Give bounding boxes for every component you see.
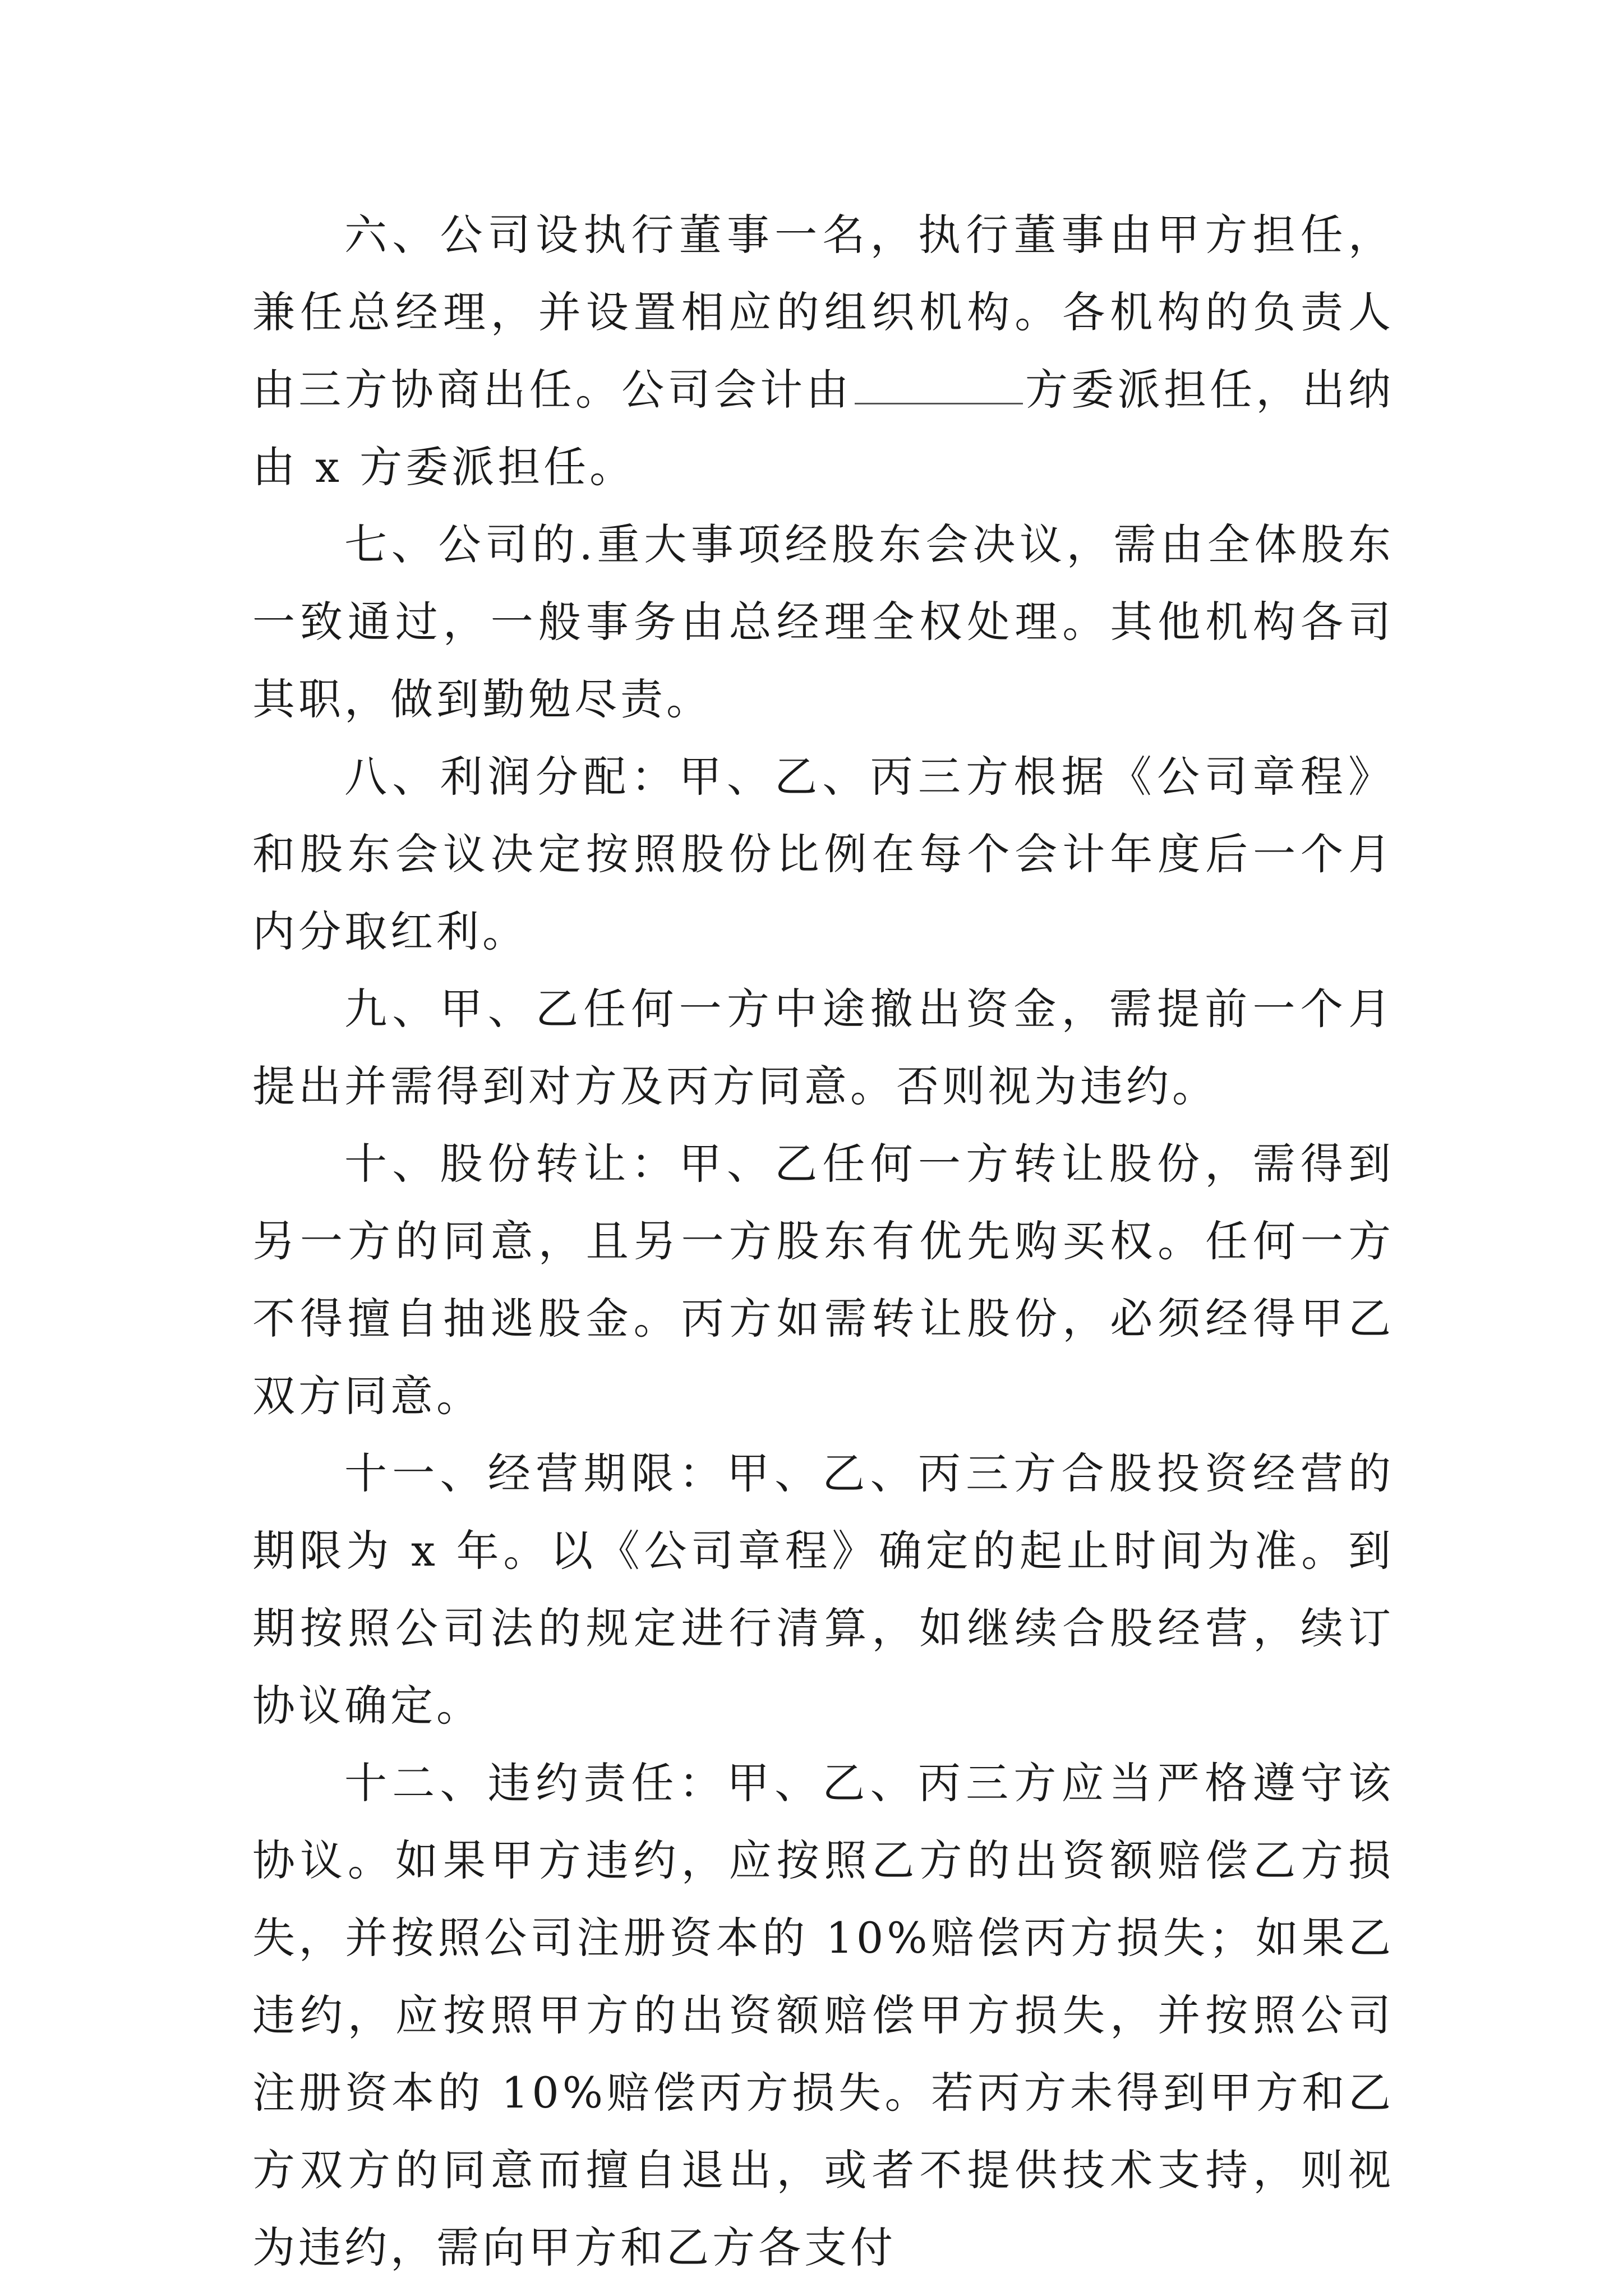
paragraph-6-text-start: 六、公司设执行董事一名，执行董事由甲方担任，兼任总经理，并设置相应的组织机构。各机构的负责人由三方协商出任。公司会计由 — [252, 210, 1394, 415]
paragraph-10: 十、股份转让：甲、乙任何一方转让股份，需得到另一方的同意，且另一方股东有优先购买权。任何一方不得擅自抽逃股金。丙方如需转让股份，必须经得甲乙双方同意。 — [252, 1139, 1394, 1421]
document-body — [252, 196, 1394, 2286]
paragraph-8: 八、利润分配：甲、乙、丙三方根据《公司章程》和股东会议决定按照股份比例在每个会计年度后一个月内分取红利。 — [252, 752, 1394, 956]
paragraph-11: 十一、经营期限：甲、乙、丙三方合股投资经营的期限为 x 年。以《公司章程》确定的起止时间为准。到期按照公司法的规定进行清算，如继续合股经营，续订协议确定。 — [252, 1448, 1394, 1731]
paragraph-12: 十二、违约责任：甲、乙、丙三方应当严格遵守该协议。如果甲方违约，应按照乙方的出资额赔偿乙方损失，并按照公司注册资本的 10%赔偿丙方损失；如果乙违约，应按照甲方的出资额赔偿甲方损失，并按照公司注册资本的 10%赔偿丙方损失。若丙方未得到甲方和乙方双方的同意而擅自退出，或者不提供技术支持，则视为违约，需向甲方和乙方各支付 — [252, 1758, 1394, 2272]
paragraph-6-text-end: 方委派担任，出纳由 x 方委派担任。 — [252, 365, 1395, 492]
paragraph-9: 九、甲、乙任何一方中途撤出资金，需提前一个月提出并需得到对方及丙方同意。否则视为违约。 — [252, 984, 1394, 1111]
paragraph-7: 七、公司的.重大事项经股东会决议，需由全体股东一致通过，一般事务由总经理全权处理。其他机构各司其职，做到勤勉尽责。 — [252, 519, 1394, 724]
blank-fill-in-line — [855, 365, 1023, 404]
paragraph-6 — [252, 196, 1394, 506]
